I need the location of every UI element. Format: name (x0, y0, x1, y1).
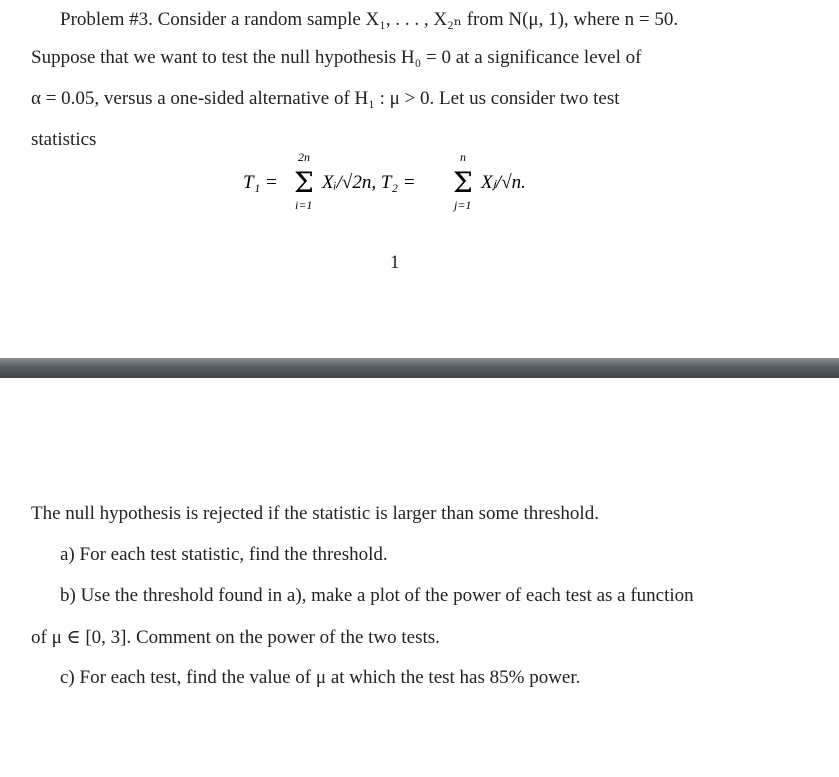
item-b-line-2: of μ ∈ [0, 3]. Comment on the power of the two tests. (31, 627, 440, 648)
formula-sum2-upper: n (460, 150, 466, 164)
intro-line: The null hypothesis is rejected if the statistic is larger than some threshold. (31, 503, 599, 524)
problem-line-1: Problem #3. Consider a random sample X₁, . . . , X₂ₙ from N(μ, 1), where n = 50. (60, 9, 679, 30)
sum2-icon: Σ (453, 166, 473, 199)
formula-svg (0, 150, 839, 220)
problem-line-3: α = 0.05, versus a one-sided alternative of H₁ : μ > 0. Let us consider two test (31, 88, 620, 109)
sum1-icon: Σ (294, 166, 314, 199)
formula-t1-label: T₁ = (243, 172, 278, 193)
item-c: c) For each test, find the value of μ at which the test has 85% power. (60, 667, 581, 688)
formula-sum2-lower: j=1 (454, 198, 472, 212)
test-statistics-formula (0, 150, 839, 220)
formula-t2-body: Xⱼ/√n. (481, 172, 526, 193)
formula-t1-body: Xᵢ/√2n, T₂ = (322, 172, 416, 193)
formula-sum1-upper: 2n (298, 150, 310, 164)
problem-line-2: Suppose that we want to test the null hypothesis H₀ = 0 at a significance level of (31, 47, 642, 68)
item-a: a) For each test statistic, find the threshold. (60, 544, 388, 565)
page-separator (0, 358, 839, 378)
item-b-line-1: b) Use the threshold found in a), make a plot of the power of each test as a function (60, 585, 694, 606)
page-number: 1 (390, 252, 400, 273)
problem-line-4: statistics (31, 129, 97, 150)
formula-sum1-lower: i=1 (295, 198, 313, 212)
